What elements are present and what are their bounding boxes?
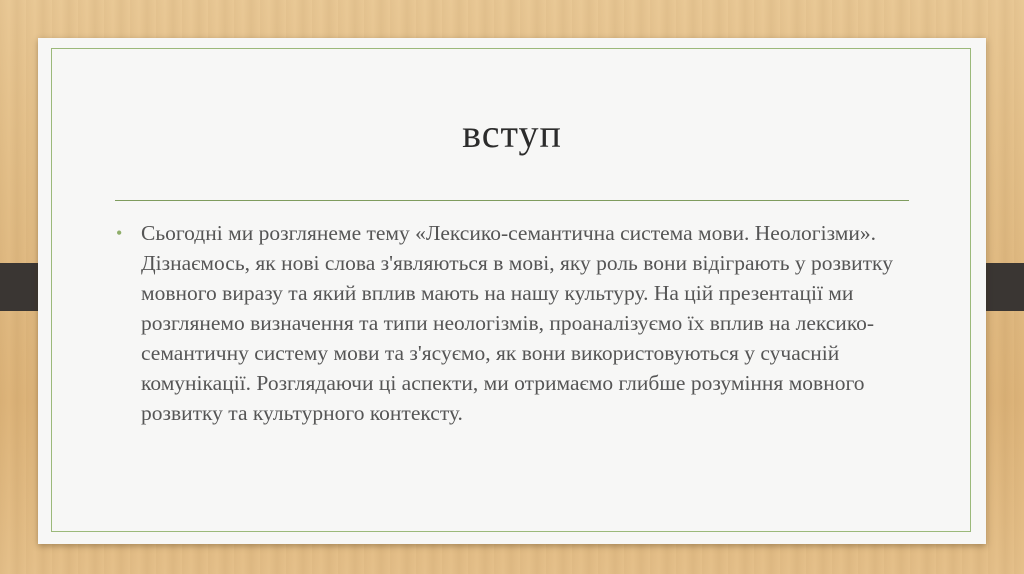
bullet-marker: • <box>116 223 123 243</box>
bullet-list <box>116 218 896 428</box>
slide-card <box>38 38 986 544</box>
bullet-item <box>116 218 896 428</box>
title-underline <box>115 200 909 201</box>
bullet-text: Сьогодні ми розглянеме тему «Лексико-семантична система мови. Неологізми». Дізнаємось, як нові слова з'являються в мові, яку роль вони відіграють у розвитку мовного виразу та який вплив мають на нашу культуру. На цій презентації ми розглянемо визначення та типи неологізмів, проаналізуємо їх вплив на лексико-семантичну систему мови та з'ясуємо, як вони використовуються у сучасній комунікації. Розглядаючи ці аспекти, ми отримаємо глибше розуміння мовного розвитку та культурного контексту. <box>141 221 893 425</box>
slide-title: вступ <box>462 111 562 156</box>
